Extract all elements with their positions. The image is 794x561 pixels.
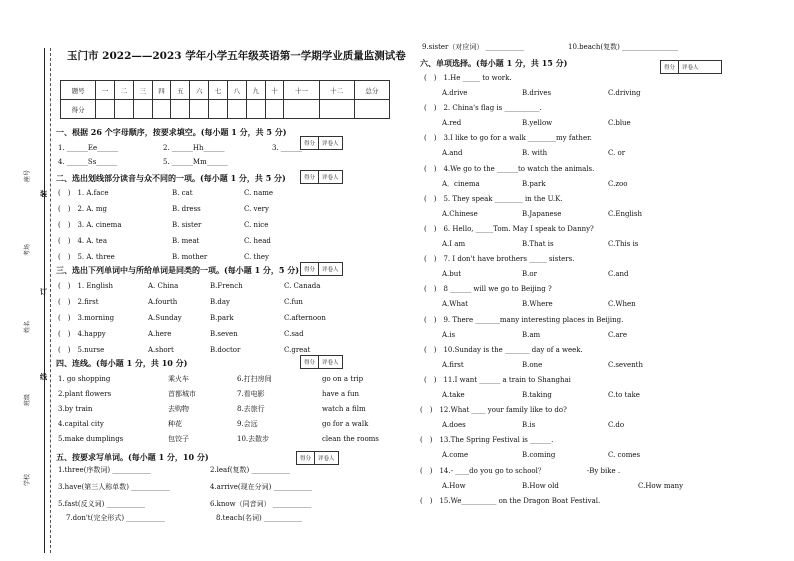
s6-question[interactable]: ( ) 6. Hello, _____Tom. May I speak to Danny? [424,225,594,233]
s6-option-b: B.or [522,270,537,279]
side-label-school: 学校 [24,473,31,486]
s3-option-b: B.day [210,298,230,306]
s3-option-a: A. China [148,282,179,290]
grader-box-3 [300,262,343,276]
grader-score-label: 得分 [301,171,319,184]
grader-score-label: 得分 [661,61,679,74]
s4-match-item[interactable]: 种花 [168,420,182,428]
s6-option-b: B.park [522,179,546,188]
s2-question[interactable]: ( ) 2. A. mg [58,205,107,213]
score-cell[interactable] [190,100,209,119]
s6-question[interactable]: ( ) 13.The Spring Festival is ______. [420,436,554,445]
s4-match-item[interactable]: go on a trip [322,375,364,383]
s1-item-3[interactable]: 3. ______ [272,144,302,152]
s6-option-b: B. with [522,149,548,158]
score-table [60,80,390,119]
s1-item-2[interactable]: 2. ______Hh______ [163,144,225,152]
s4-match-item[interactable]: 包饺子 [168,435,189,443]
s6-question[interactable]: ( ) 2. China's flag is __________. [424,104,542,113]
section-3-title: 三、选出下列单词中与所给单词是同类的一项。(每小题 1 分，5 分) [56,265,300,275]
grader-score-label: 得分 [301,356,319,369]
grader-box-2 [300,170,343,184]
s6-option-a: A.I am [442,240,466,248]
s6-option-b: B.is [522,421,536,430]
s6-option-a: A.take [442,391,465,399]
binding-line [44,48,45,553]
s6-question[interactable]: ( ) 4.We go to the ______to watch the animals. [424,164,595,173]
grader-score-label: 得分 [297,452,315,465]
grader-box-1 [300,136,343,150]
s2-option-b: B. sister [172,221,202,229]
s1-item-5[interactable]: 5. ______Mm______ [163,158,228,166]
s4-match-item[interactable]: 7.看电影 [237,390,265,398]
s6-option-b: B.am [522,330,541,339]
s6-question[interactable]: ( ) 1.He _____ to work. [424,74,512,82]
s5-item-9[interactable]: 9.sister（对应词） ___________ [422,43,525,51]
grader-box-4 [300,355,343,369]
s3-option-c: C. Canada [284,282,321,290]
binding-mark-2: 订 [40,287,47,296]
s2-option-c: C. nice [244,221,269,229]
score-header: 六 [190,81,209,100]
binding-mark-1: 装 [40,189,47,198]
s3-question[interactable]: ( ) 4.happy [58,330,106,338]
s6-option-c: C.seventh [608,360,643,369]
s3-option-c: C.sad [284,330,304,338]
s6-question[interactable]: ( ) 12.What ____ your family like to do? [420,406,567,415]
s6-option-b: B.taking [522,391,552,399]
s1-item-4[interactable]: 4. ______Ss______ [58,158,118,166]
s2-option-c: C. very [244,205,269,213]
s6-option-c: C.How many [638,481,684,490]
s6-option-a: A.does [442,421,466,430]
s2-question[interactable]: ( ) 4. A. tea [58,237,107,245]
s3-question[interactable]: ( ) 3.morning [58,314,115,322]
s6-question[interactable]: ( ) 14.- ____do you go to school？ -By bike . [420,466,621,475]
s6-option-c: C.This is [608,240,639,248]
grader-box-6 [660,60,722,74]
s5-item[interactable]: 2.leaf(复数) ___________ [210,466,291,474]
grader-reviewer-label: 评卷人 [319,171,343,184]
s4-match-item[interactable]: 10.去散步 [237,435,270,443]
s4-match-item[interactable]: have a fun [322,390,360,398]
s4-match-item[interactable]: 首都城市 [168,390,196,398]
s4-match-item[interactable]: 4.capital city [58,420,104,428]
s6-option-a: A.come [442,451,469,460]
s2-option-b: B. dress [172,205,201,213]
s6-option-c: C.do [608,421,625,430]
s5-item[interactable]: 7.don't(完全形式) ___________ [66,514,165,522]
s6-option-c: C. or [608,149,626,158]
binding-mark-3: 线 [40,372,47,381]
s6-option-a: A.How [442,481,466,490]
s1-item-1[interactable]: 1. ______Ee______ [58,144,119,152]
score-cell[interactable] [246,100,265,119]
s6-option-c: C.English [608,209,643,218]
score-header: 三 [133,81,152,100]
s6-option-c: C.driving [608,89,641,97]
s6-option-a: A.but [442,270,462,279]
s4-match-item[interactable]: 5.make dumplings [58,435,124,443]
s3-question[interactable]: ( ) 2.first [58,298,99,306]
s4-match-item[interactable]: 6.打扫房间 [237,375,272,383]
s2-option-b: B. meat [172,237,200,245]
grader-reviewer-label: 评卷人 [319,137,343,150]
s6-question[interactable]: ( ) 10.Sunday is the _______ day of a week. [424,345,583,354]
s6-option-a: A.and [442,149,463,158]
grader-reviewer-label: 评卷人 [319,263,343,276]
s4-match-item[interactable]: 9.会远 [237,420,258,428]
s6-option-a: A.Chinese [442,209,478,218]
grader-score-label: 得分 [301,263,319,276]
score-header: 题号 [61,81,96,100]
s3-option-a: A.fourth [148,298,178,306]
s3-option-b: B.French [210,282,243,290]
score-cell[interactable] [319,100,354,119]
s6-option-c: C.zoo [608,179,628,188]
grader-box-5 [296,451,339,465]
s2-option-b: B. mother [172,253,208,261]
s4-match-item[interactable]: 3.by train [58,405,93,413]
side-label-seat: 座号 [24,169,31,182]
s6-option-a: A.drive [442,89,468,97]
s2-option-b: B. cat [172,189,193,197]
s3-option-b: B.doctor [210,346,241,354]
s5-item[interactable]: 6.know（同音词） ___________ [210,500,312,508]
s6-question[interactable]: ( ) 15.We__________ on the Dragon Boat Festival. [420,496,601,505]
s5-item-10[interactable]: 10.beach(复数) ________________ [568,43,679,51]
s3-option-a: A.short [148,346,174,354]
side-label-name: 姓名 [24,320,31,333]
score-header: 一 [96,81,115,100]
s3-option-a: A.Sunday [148,314,182,322]
side-label-room: 考场 [24,243,31,256]
s4-match-item[interactable]: clean the rooms [322,435,379,443]
s4-match-item[interactable]: go for a walk [322,420,369,428]
s6-option-b: B.Japanese [522,209,562,218]
s4-match-item[interactable]: 1. go shopping [58,375,111,383]
score-header: 二 [114,81,133,100]
s6-option-a: A.first [442,360,464,369]
s6-option-b: B.drives [522,89,552,97]
s6-option-b: B.coming [522,451,556,460]
score-header: 七 [209,81,228,100]
page-title: 玉门市 2022——2023 学年小学五年级英语第一学期学业质量监测试卷 [67,50,406,62]
s6-option-b: B.That is [522,240,554,248]
grader-reviewer-label: 评卷人 [319,356,343,369]
section-4-title: 四、连线。(每小题 1 分，共 10 分) [56,358,188,368]
s5-item[interactable]: 5.fast(反义词) ___________ [58,500,146,508]
s6-option-c: C.and [608,270,629,279]
s3-option-b: B.park [210,314,234,322]
s3-option-c: C.great [284,346,311,354]
s2-question[interactable]: ( ) 5. A. three [58,253,115,261]
score-row-label: 得分 [61,100,96,119]
score-cell[interactable] [227,100,246,119]
s6-option-a: A.is [442,330,456,339]
score-cell[interactable] [133,100,152,119]
s3-option-b: B.seven [210,330,238,338]
s3-option-c: C.fun [284,298,303,306]
section-6-title: 六、单项选择。(每小题 1 分，共 15 分) [420,58,568,68]
s5-item[interactable]: 1.three(序数词) ___________ [58,466,151,474]
s6-option-a: A.red [442,119,462,128]
side-label-class: 班级 [24,393,31,406]
grader-reviewer-label: 评卷人 [679,61,722,74]
binding-dash [50,48,51,553]
s2-question[interactable]: ( ) 1. A.face [58,189,109,197]
s2-option-c: C. they [244,253,269,261]
score-cell[interactable] [265,100,284,119]
score-cell[interactable] [152,100,171,119]
grader-reviewer-label: 评卷人 [315,452,339,465]
s6-question[interactable]: ( ) 5. They speak ________ in the U.K. [424,194,563,203]
section-1-title: 一、根据 26 个字母顺序，按要求填空。(每小题 1 分，共 5 分) [56,127,287,137]
score-header: 八 [227,81,246,100]
score-cell[interactable] [284,100,319,119]
section-2-title: 二、选出划线部分读音与众不同的一项。(每小题 1 分，共 5 分) [56,173,286,183]
s2-question[interactable]: ( ) 3. A. cinema [58,221,122,229]
s5-item[interactable]: 4.arrive(现在分词) ___________ [210,483,313,491]
s6-question[interactable]: ( ) 3.I like to go for a walk ________my father. [424,134,592,143]
s4-match-item[interactable]: 2.plant flowers [58,390,112,398]
s6-option-b: B.one [522,360,543,369]
s6-option-c: C.are [608,330,627,339]
s6-option-b: B.Where [522,300,553,309]
s6-option-c: C. comes [608,451,641,460]
s6-question[interactable]: ( ) 9. There _______many interesting places in Beijing. [424,315,624,324]
s4-match-item[interactable]: 8.去旅行 [237,405,265,413]
score-header: 十一 [284,81,319,100]
score-cell[interactable] [96,100,115,119]
score-cell[interactable] [171,100,190,119]
s6-question[interactable]: ( ) 8 ______ will we go to Beijing ? [424,285,552,294]
s3-question[interactable]: ( ) 5.nurse [58,346,105,354]
score-cell[interactable] [354,100,389,119]
s5-item[interactable]: 3.have(第三人称单数) ___________ [58,483,170,491]
s4-match-item[interactable]: 乘火车 [168,375,189,383]
score-cell[interactable] [114,100,133,119]
section-5-title: 五、按要求写单词。(每小题 1 分，10 分) [56,452,209,462]
s2-option-c: C. head [244,237,271,245]
s3-option-c: C.afternoon [284,314,326,322]
score-header: 五 [171,81,190,100]
score-header: 十 [265,81,284,100]
s3-option-a: A.here [148,330,172,338]
score-header: 四 [152,81,171,100]
s6-option-a: A．cinema [442,179,480,188]
s6-option-b: B.How old [522,481,559,490]
s6-option-c: C.blue [608,119,631,128]
s6-option-c: C.to take [608,391,640,399]
score-header: 九 [246,81,265,100]
score-cell[interactable] [209,100,228,119]
grader-score-label: 得分 [301,137,319,150]
s6-option-a: A.What [442,300,468,309]
s3-question[interactable]: ( ) 1. English [58,282,114,290]
s6-option-c: C.When [608,300,636,309]
s6-question[interactable]: ( ) 7. I don't have brothers _____ sisters. [424,255,575,264]
s4-match-item[interactable]: watch a film [322,405,366,413]
s4-match-item[interactable]: 去购物 [168,405,189,413]
s2-option-c: C. name [244,189,274,197]
s6-question[interactable]: ( ) 11.I want ______ a train to Shanghai [424,376,571,384]
score-header: 十二 [319,81,354,100]
score-header: 总分 [354,81,389,100]
s5-item[interactable]: 8.teach(名词) ___________ [216,514,303,522]
s6-option-b: B.yellow [522,119,553,128]
